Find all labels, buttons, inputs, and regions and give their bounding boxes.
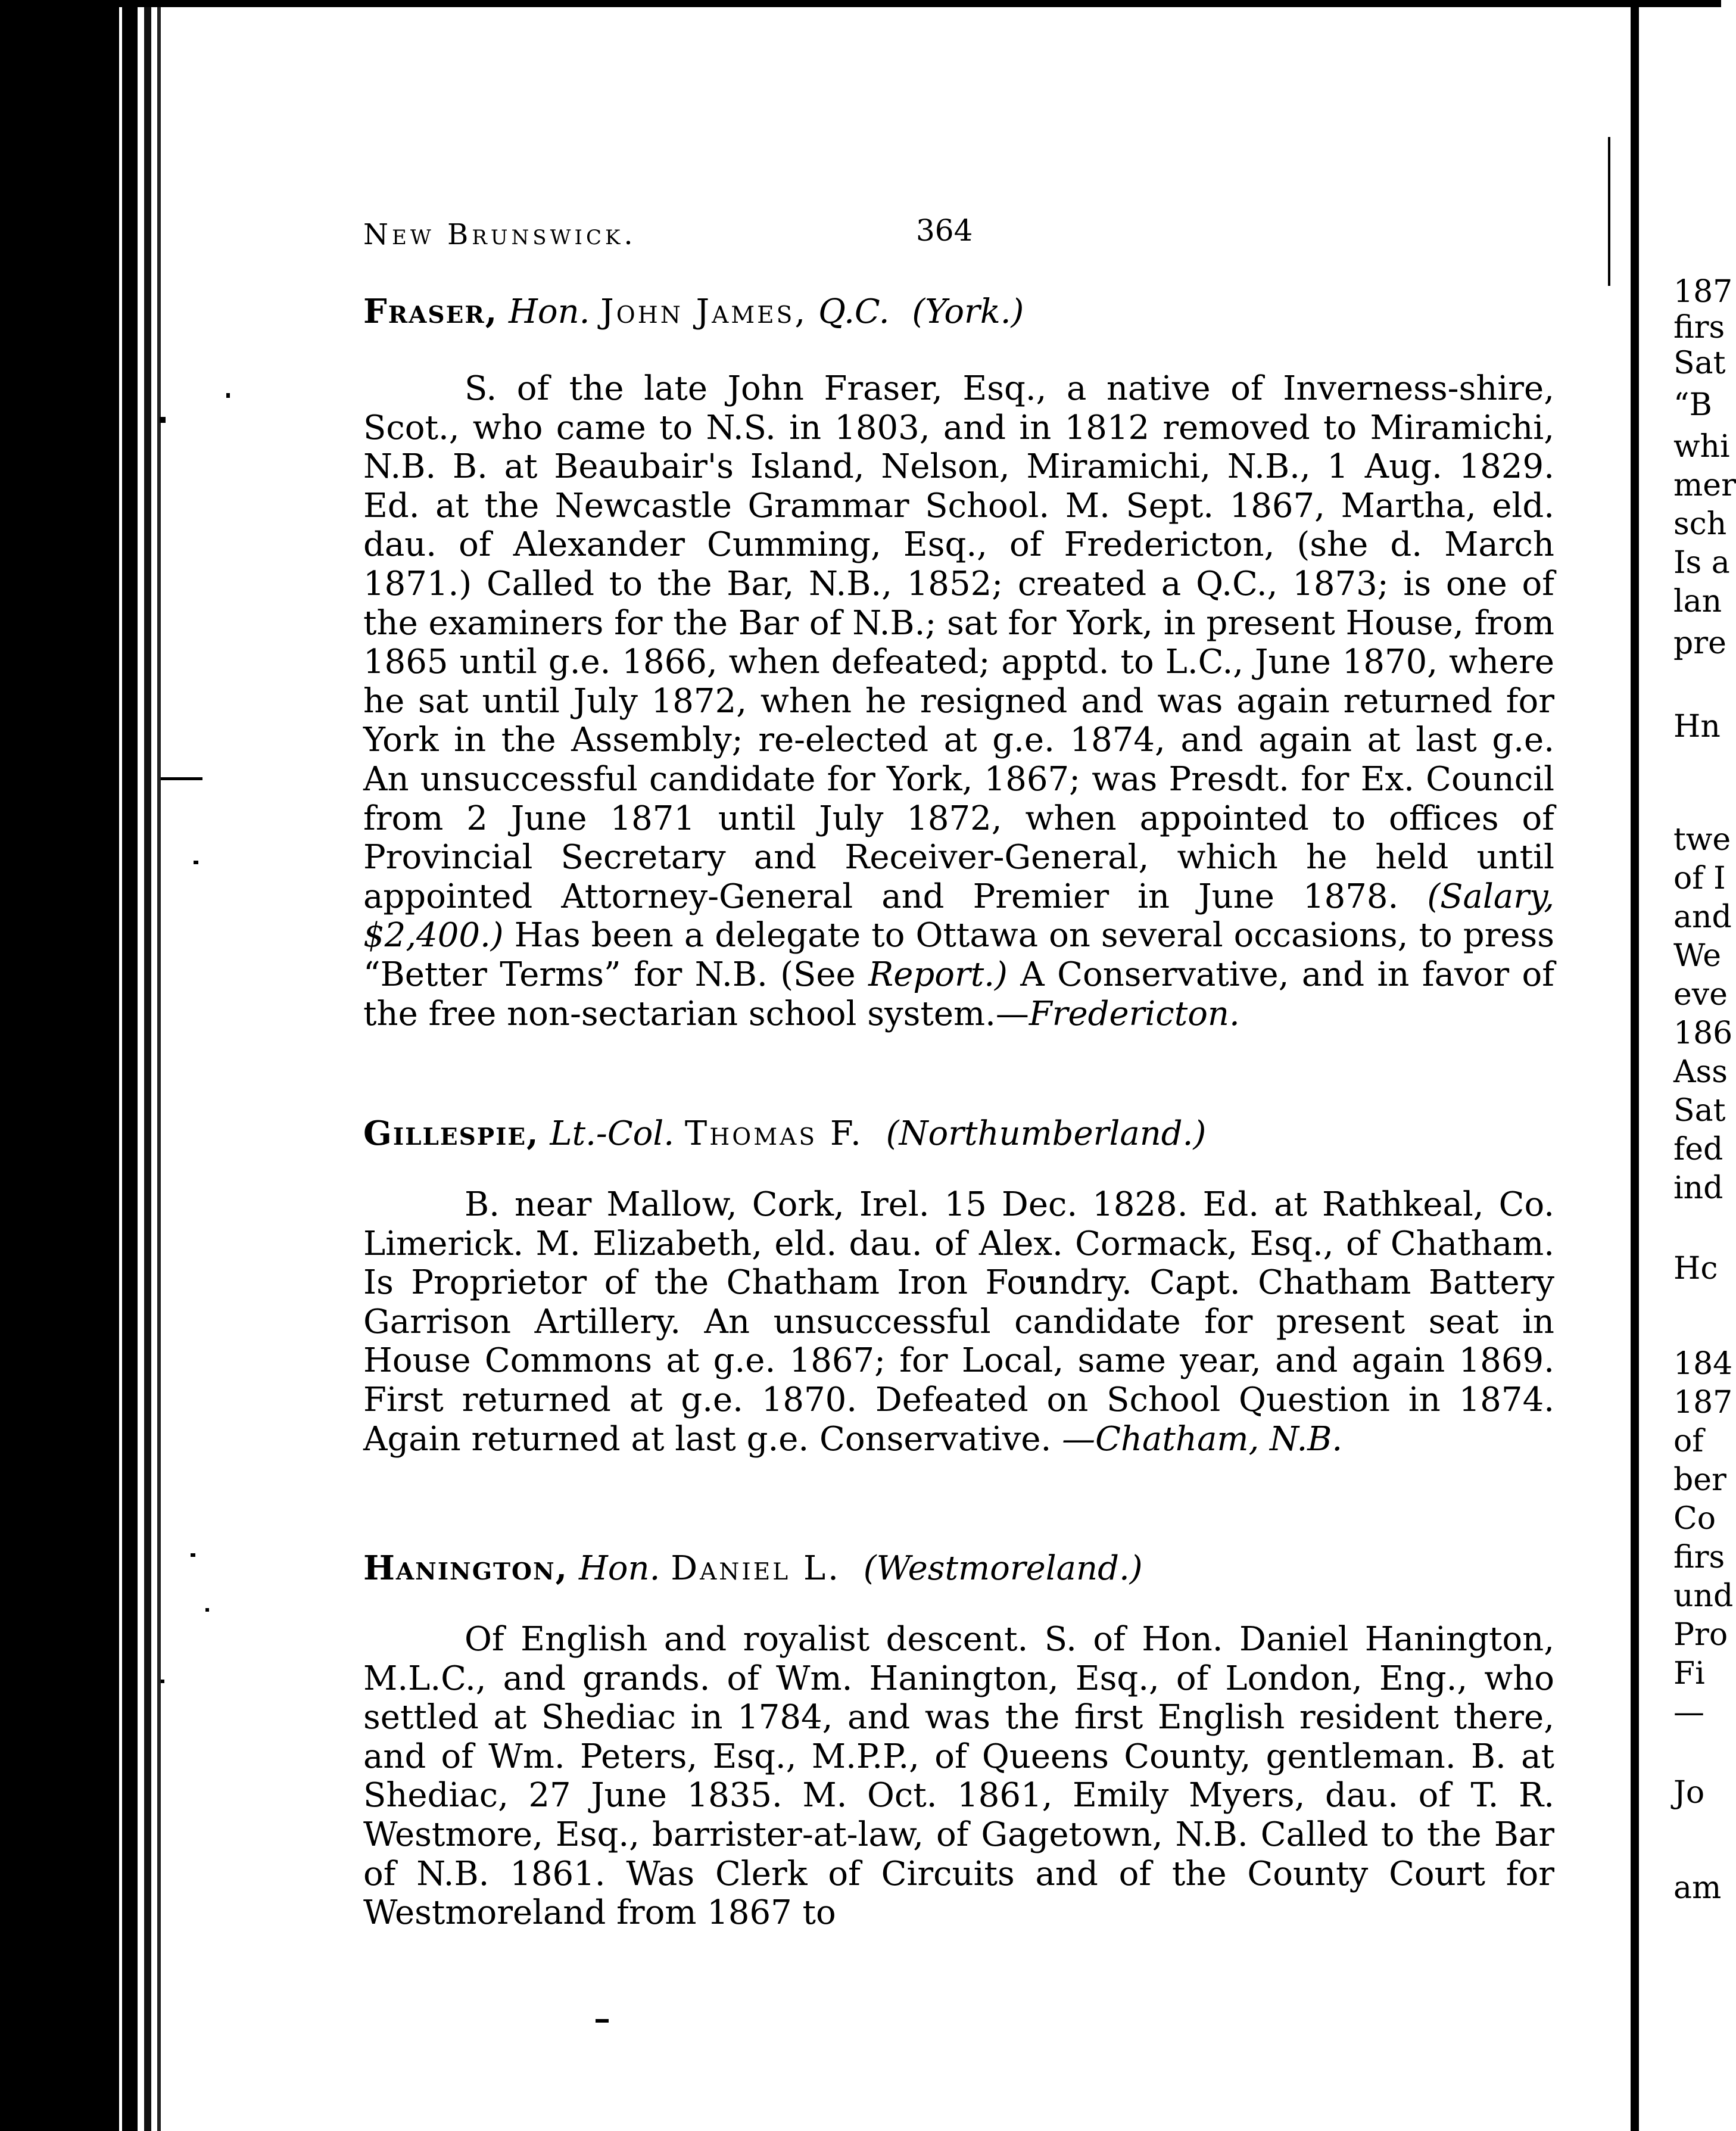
adjacent-page-fragment: 187 <box>1673 1385 1733 1420</box>
adjacent-page-fragment: of I <box>1673 861 1726 896</box>
book-binding-shadow <box>0 0 119 2131</box>
adjacent-page-fragment: lan <box>1673 584 1722 619</box>
entry-text: A Conservative, and in favor of the free non-sectarian school system.— <box>363 955 1554 1033</box>
entry-honorific: Lt.-Col. <box>550 1114 675 1153</box>
entry-surname: Hanington, <box>363 1549 569 1588</box>
entry-text: Has been a delegate to Ottawa on several occasions, to press “Better Terms” for N.B. (See <box>363 916 1554 994</box>
adjacent-page-fragment: Is a <box>1673 545 1730 581</box>
adjacent-page-fragment: ber <box>1673 1462 1726 1498</box>
entry-heading <box>363 1549 1143 1588</box>
top-edge <box>0 0 1721 7</box>
adjacent-page-fragment: Sat <box>1673 1093 1726 1129</box>
entry-paragraph <box>363 1185 1554 1459</box>
adjacent-page-fragment: — <box>1673 1694 1704 1730</box>
adjacent-page-fragment: 187 <box>1673 274 1733 310</box>
binding-stripe <box>157 0 161 2131</box>
ink-speck <box>194 861 198 864</box>
entry-honorific: Hon. <box>578 1549 660 1588</box>
adjacent-page-fragment: Pro <box>1673 1617 1728 1653</box>
adjacent-page-fragment: und <box>1673 1578 1734 1614</box>
adjacent-page-fragment: Sat <box>1673 345 1726 381</box>
entry-body <box>363 1620 1554 1933</box>
adjacent-page-fragment: firs <box>1673 310 1725 345</box>
entry-surname: Fraser, <box>363 292 498 331</box>
entry-riding: (York.) <box>912 292 1024 331</box>
entry-paragraph <box>363 369 1554 1033</box>
adjacent-page-fragment: 184 <box>1673 1346 1733 1382</box>
entry-riding: (Westmoreland.) <box>863 1549 1143 1588</box>
entry-given-names: John James, <box>600 292 808 331</box>
adjacent-page-fragment: mer <box>1673 468 1736 503</box>
adjacent-page-fragment: Co <box>1673 1501 1716 1537</box>
entry-heading <box>363 1114 1206 1153</box>
adjacent-page-fragment: Fi <box>1673 1656 1705 1691</box>
entry-text: S. of the late John Fraser, Esq., a native of Inverness-shire, Scot., who came to N.S. in 1803, and in 1812 removed to Miramichi, N.B. B. at Beaubair's Island, Nelson, Miramichi, N.B., 1 Aug. 1829. Ed. at the Newcastle Grammar School. M. Sept. 1867, Martha, eld. dau. of Alexander Cumming, Esq., of Fredericton, (she d. March 1871.) Called to the Bar, N.B., 1852; created a Q.C., 1873; is one of the examiners for the Bar of N.B.; sat for York, in present House, from 1865 until g.e. 1866, when defeated; apptd. to L.C., June 1870, where he sat until July 1872, when he resigned and was again returned for York in the Assembly; re-elected at g.e. 1874, and again at last g.e. An unsuccessful candidate for York, 1867; was Presdt. for Ex. Council from 2 June 1871 until July 1872, when appointed to offices of Provincial Secretary and Receiver-General, which he held until appointed Attorney-General and Premier in June 1878. <box>363 369 1554 916</box>
adjacent-page-sliver <box>1639 0 1736 2131</box>
adjacent-page-fragment: whi <box>1673 429 1730 465</box>
adjacent-page-fragment: and <box>1673 899 1732 935</box>
ink-speck <box>596 2019 609 2023</box>
entry-body <box>363 1185 1554 1459</box>
adjacent-page-fragment: of <box>1673 1423 1704 1459</box>
entry-given-names: Daniel L. <box>671 1549 841 1588</box>
adjacent-page-fragment: fed <box>1673 1132 1723 1167</box>
entry-suffix: Q.C. <box>818 292 890 331</box>
entry-text: Of English and royalist descent. S. of Hon. Daniel Hanington, M.L.C., and grands. of Wm. Hanington, Esq., of London, Eng., who settled at Shediac in 1784, and was the first English resident there, and of Wm. Peters, Esq., M.P.P., of Queens County, gentleman. B. at Shediac, 27 June 1835. M. Oct. 1861, Emily Myers, dau. of T. R. Westmore, Esq., barrister-at-law, of Gagetown, N.B. Called to the Bar of N.B. 1861. Was Clerk of Circuits and of the County Court for Westmoreland from 1867 to <box>363 1620 1554 1933</box>
ink-speck <box>161 777 202 780</box>
ink-speck <box>161 1680 164 1683</box>
adjacent-page-fragment: ind <box>1673 1170 1723 1206</box>
adjacent-page-fragment: sch <box>1673 506 1727 542</box>
ink-speck <box>205 1608 209 1612</box>
running-head <box>363 213 1560 266</box>
binding-stripe <box>144 0 151 2131</box>
entry-residence: Fredericton. <box>1028 994 1240 1033</box>
salary-note: (Salary, $2,400.) <box>363 877 1554 955</box>
entry-surname: Gillespie, <box>363 1114 540 1153</box>
ink-speck <box>226 393 230 398</box>
adjacent-page-fragment: Hn <box>1673 709 1721 744</box>
page-number: 364 <box>916 213 973 248</box>
adjacent-page-fragment: am <box>1673 1870 1722 1906</box>
adjacent-page-fragment: Jo <box>1673 1775 1705 1811</box>
adjacent-page-fragment: Hc <box>1673 1251 1718 1286</box>
adjacent-page-fragment: pre <box>1673 625 1726 661</box>
page-gutter-divider <box>1631 0 1639 2131</box>
adjacent-page-fragment: We <box>1673 938 1721 974</box>
entry-heading <box>363 292 1024 331</box>
adjacent-page-fragment: 186 <box>1673 1015 1733 1051</box>
adjacent-page-fragment: Ass <box>1673 1054 1728 1090</box>
adjacent-page-fragment: “B <box>1673 387 1712 423</box>
entry-riding: (Northumberland.) <box>886 1114 1207 1153</box>
entry-honorific: Hon. <box>509 292 590 331</box>
adjacent-page-fragment: twe <box>1673 822 1731 858</box>
binding-stripe <box>122 0 138 2131</box>
ink-speck <box>160 417 166 423</box>
entry-given-names: Thomas F. <box>684 1114 864 1153</box>
ink-speck <box>191 1553 195 1557</box>
adjacent-page-fragment: firs <box>1673 1540 1725 1575</box>
entry-body <box>363 369 1554 1033</box>
margin-bracket-mark <box>1608 137 1610 286</box>
entry-residence: —Chatham, N.B. <box>1062 1419 1343 1459</box>
entry-text: B. near Mallow, Cork, Irel. 15 Dec. 1828. Ed. at Rathkeal, Co. Limerick. M. Elizabeth, eld. dau. of Alex. Cormack, Esq., of Chatham. Is Proprietor of the Chatham Iron Foundry. Capt. Chatham Battery Garrison Artillery. An unsuccessful candidate for present seat in House Commons at g.e. 1867; for Local, same year, and again 1869. First returned at g.e. 1870. Defeated on School Question in 1874. Again returned at last g.e. Conservative. <box>363 1185 1554 1459</box>
running-head-title: New Brunswick. <box>363 218 637 251</box>
adjacent-page-fragment: eve <box>1673 977 1728 1012</box>
report-reference: Report.) <box>868 955 1008 994</box>
entry-paragraph <box>363 1620 1554 1933</box>
